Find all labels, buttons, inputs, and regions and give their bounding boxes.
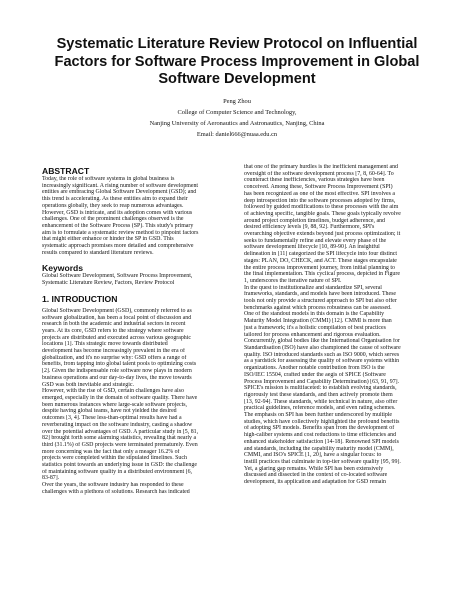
body-line: followed by guided modifications to these processes with the aim	[244, 204, 399, 211]
intro-line: business operations and our day-to-day lives, the move towards	[42, 374, 192, 381]
body-line: stages: PLAN, DO, CHECK, and ACT. These stages encapsulate	[244, 257, 397, 264]
introduction-paragraph	[42, 308, 223, 388]
abstract-line: Today, the role of software systems in global business is	[42, 176, 175, 182]
paper-title	[40, 36, 434, 89]
intro-line: third (31.1%) of GSD projects were terminated prematurely. Even	[42, 441, 198, 448]
body-line: around project completion timelines, budget adherence, and	[244, 217, 385, 224]
body-line: 1, underscores the iterative nature of SPI.	[244, 277, 342, 284]
body-line: desired efficiency levels [9, 88, 92]. Furthermore, SPI's	[244, 224, 375, 231]
intro-line: 82] brought forth some alarming statistics, revealing that nearly a	[42, 435, 197, 442]
abstract-line: enhancement of the Software Process (SP). This study's primary	[42, 222, 194, 229]
body-line: Process Improvement and Capability Determination) [63, 91, 97].	[244, 378, 400, 385]
author-affiliation: College of Computer Science and Technology,	[177, 109, 297, 116]
abstract-line: results compared to standard literature reviews.	[42, 249, 154, 256]
body-line: enhanced stakeholder satisfaction [14-18]. Renowned SPI models	[244, 438, 399, 445]
body-line: as a yardstick for assessing the quality of software systems within	[244, 358, 400, 365]
abstract-line: operations globally, they seek to reap numerous advantages.	[42, 202, 184, 209]
body-line: development, its application and adaptation for GSD remain	[244, 479, 386, 486]
body-line: One of the standout models in this domain is the Capability	[244, 311, 385, 318]
body-line: counteract these inefficiencies, various strategies have been	[244, 177, 385, 184]
body-line: and standards, including the capability maturity model (CMM),	[244, 445, 394, 452]
body-line: frameworks, standards, and models have been introduced. These	[244, 291, 397, 298]
intro-line: more concerning was the fact that only a meager 16.2% of	[42, 448, 180, 455]
intro-line: research in both the academic and industrial sectors in recent	[42, 321, 186, 328]
body-line: The emphasis on SPI has been further underscored by multiple	[244, 412, 393, 419]
abstract-body	[42, 176, 223, 256]
abstract-line: that might either enhance or hinder the SP in GSD. This	[42, 236, 174, 243]
body-line: deep introspection into the software processes adopted by firms,	[244, 197, 396, 204]
author-block	[100, 96, 374, 140]
body-line: In the quest to institutionalize and standardize SPI, several	[244, 284, 382, 291]
intro-line: locations [1]. This strategic move towards distributed	[42, 341, 168, 348]
body-line: organizations. Another notable contribution from ISO is the	[244, 365, 385, 372]
title-line: Factors for Software Process Improvement in Global	[54, 53, 420, 70]
keywords-body	[42, 273, 223, 286]
intro-line: over the potential advantages of GSD. A particular study in [5, 81,	[42, 428, 199, 435]
body-line: seeks to fundamentally refine and elevate every phase of the	[244, 237, 387, 244]
intro-line: Over the years, the software industry has responded to these	[42, 482, 184, 489]
body-line: oversight of the software development process [7, 8, 60-64]. To	[244, 170, 394, 177]
body-line: Yet, a glaring gap remains. While SPI has been extensively	[244, 465, 384, 472]
left-column	[42, 166, 223, 496]
intro-line: challenges with a plethora of solutions. Research has indicated	[42, 488, 190, 495]
introduction-paragraph	[42, 482, 223, 495]
keywords-heading: Keywords	[42, 263, 84, 274]
intro-line: development has become increasingly prevalent in the era of	[42, 348, 185, 355]
body-line: studies, which have collectively highlighted the profound benefits	[244, 418, 400, 425]
author-affiliation: Nanjing University of Aeronautics and Astronautics, Nanjing, China	[149, 120, 325, 127]
body-line: software development lifecycle [10, 89-90]. An insightful	[244, 244, 380, 251]
title-line: Software Development	[158, 71, 316, 87]
body-line: Concurrently, global bodies like the International Organisation for	[244, 338, 400, 345]
intro-line: emerged, especially in the domain of software quality. There have	[42, 394, 198, 401]
abstract-heading: ABSTRACT	[42, 166, 90, 176]
body-line: instill practices that culminate in top-tier software quality [95, 99].	[244, 458, 401, 465]
intro-line: of maintaining software quality in a distributed environment [6,	[42, 468, 193, 475]
intro-line: projects were completed within the stipulated timelines. Such	[42, 455, 187, 462]
body-line: rigorously test these standards, and then actively promote them	[244, 391, 393, 398]
keywords-line: Global Software Development, Software Process Improvement,	[42, 273, 193, 280]
introduction-paragraph	[42, 388, 223, 482]
body-line: conceived. Among these, Software Process Improvement (SPI)	[244, 184, 393, 191]
intro-line: Global Software Development (GSD), commonly referred to as	[42, 307, 192, 314]
body-line: discussed and dissected in the context of co-located software	[244, 472, 388, 479]
intro-line: GSD was both inevitable and strategic.	[42, 381, 134, 388]
intro-line: projects are distributed and executed across various geographic	[42, 334, 192, 341]
intro-line: outcomes [3, 4]. These less-than-optimal results have had a	[42, 415, 182, 422]
author-name: Peng Zhou	[223, 98, 251, 105]
body-line: tailored for process enhancement and rigorous evaluation.	[244, 331, 381, 338]
body-line: the entire process improvement journey, from initial planning to	[244, 264, 395, 271]
author-email: Email: daniel666@nuaa.edu.cn	[196, 131, 278, 138]
title-line: Systematic Literature Review Protocol on Influential	[56, 36, 418, 52]
abstract-line: entities are embracing Global Software Development (GSD); and	[42, 189, 197, 196]
body-line: that one of the primary hurdles is the inefficient management and	[244, 164, 398, 170]
body-line: of achieving specific, tangible goals. These goals typically revolve	[244, 210, 401, 217]
intro-line: 83-87].	[42, 475, 60, 482]
intro-line: reverberating impact on the software industry, casting a shadow	[42, 421, 193, 428]
abstract-line: this trend is accelerating. As these entities aim to expand their	[42, 196, 188, 203]
body-line: has been recognized as one of the most effective. SPI involves a	[244, 190, 396, 197]
right-column	[244, 164, 431, 486]
intro-line: globalization, and it's no surprise why: GSD offers a range of	[42, 354, 187, 361]
body-line: high-caliber systems and cost reductions to time efficiencies and	[244, 432, 397, 439]
intro-line: been numerous instances where large-scale software projects,	[42, 401, 187, 408]
body-line: Maturity Model Integration (CMMI) [12]. CMMI is more than	[244, 318, 392, 325]
body-line: SPICE's mission is multifaceted: to establish evolving standards,	[244, 385, 397, 392]
body-line: overarching objective extends beyond just process optimization; it	[244, 231, 401, 238]
body-line: of adopting SPI models. Benefits span from the development of	[244, 425, 395, 432]
body-line: [13, 92-94]. These standards, while technical in nature, also offer	[244, 398, 398, 405]
body-line: ISO/IEC 15504, crafted under the aegis of SPICE (Software	[244, 371, 386, 378]
abstract-line: systematic approach promises more detailed and comprehensive	[42, 243, 194, 250]
body-line: tools not only provide a structured approach to SPI but also offer	[244, 298, 397, 305]
body-line: the final implementation. This cyclical process, depicted in Figure	[244, 271, 400, 278]
keywords-line: Systematic Literature Review, Factors, Review Protocol	[42, 280, 175, 287]
intro-line: benefits, from tapping into global talent pools to optimizing costs	[42, 361, 197, 368]
body-line: just a framework; it's a holistic compilation of best practices	[244, 324, 386, 331]
abstract-line: increasingly significant. A rising number of software development	[42, 182, 199, 189]
intro-line: However, with the rise of GSD, certain challenges have also	[42, 388, 184, 395]
abstract-line: aim is to formulate a systematic review method to pinpoint factors	[42, 229, 199, 236]
body-line: delineation in [11] categorized the SPI lifecycle into four distinct	[244, 251, 398, 258]
introduction-heading: 1. INTRODUCTION	[42, 293, 118, 304]
body-line: CMMI, and ISO's SPICE [1, 20], have a singular focus: to	[244, 452, 382, 459]
abstract-line: However, GSD is intricate, and its adoption comes with various	[42, 209, 193, 216]
body-line: Standardisation (ISO) have also championed the cause of software	[244, 344, 401, 351]
intro-line: statistics point towards an underlying issue in GSD: the challenge	[42, 462, 197, 469]
abstract-line: challenges. One of the prominent challenges observed is the	[42, 216, 184, 223]
intro-line: despite having global teams, have not yielded the desired	[42, 408, 177, 415]
body-line: quality. ISO introduced standards such as ISO 9000, which serves	[244, 351, 400, 358]
intro-line: [2]. Given the indispensable role software now plays in modern	[42, 368, 192, 375]
body-line: practical guidelines, reference models, and even rating schemes.	[244, 405, 396, 412]
intro-line: years. At its core, GSD refers to the strategy where software	[42, 327, 184, 334]
intro-line: software globalization, has been a focal point of discussion and	[42, 314, 192, 321]
body-line: benchmarks against which process robustness can be assessed.	[244, 304, 392, 311]
